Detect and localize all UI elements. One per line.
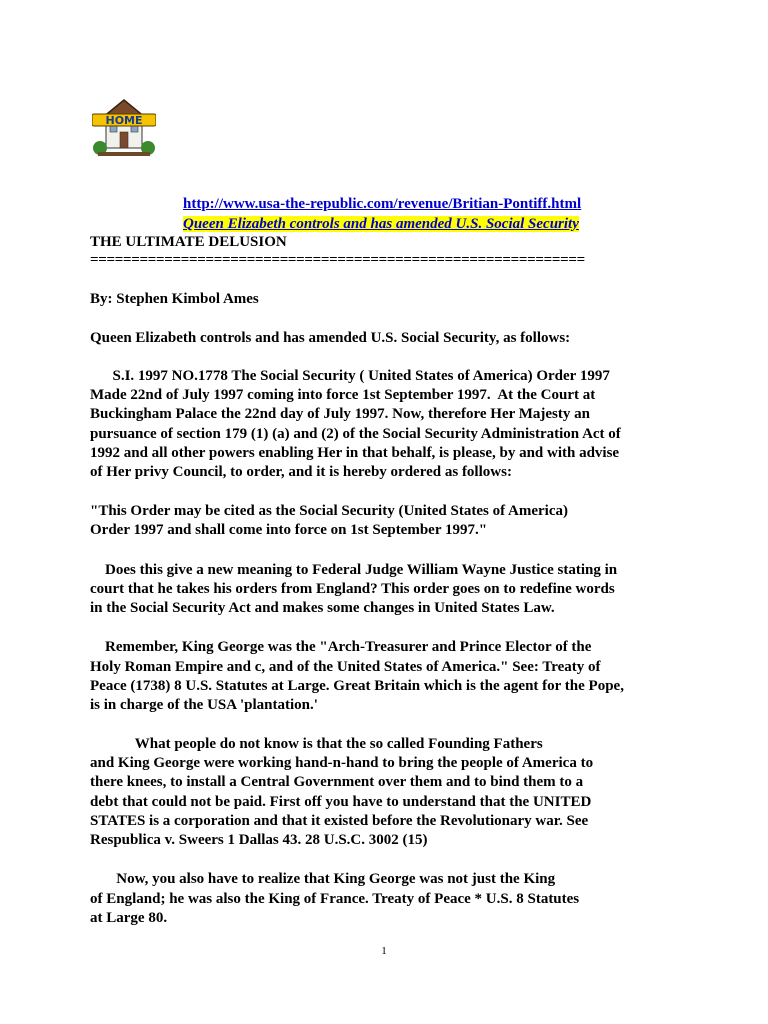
paragraph-line: at Large 80. xyxy=(90,910,168,926)
paragraph-line: "This Order may be cited as the Social Security (United States of America) xyxy=(90,503,568,519)
paragraph-line: Respublica v. Sweers 1 Dallas 43. 28 U.S.C. 3002 (15) xyxy=(90,832,428,848)
home-logo-icon[interactable] xyxy=(92,94,156,158)
byline: By: Stephen Kimbol Ames xyxy=(90,291,259,307)
paragraph-line: in the Social Security Act and makes some changes in United States Law. xyxy=(90,600,555,616)
home-logo-text: HOME xyxy=(105,114,143,127)
title-separator: ============================================================ xyxy=(90,252,585,268)
paragraph-line: 1992 and all other powers enabling Her in that behalf, is please, by and with advise xyxy=(90,445,620,461)
paragraph-line: Made 22nd of July 1997 coming into force 1st September 1997. At the Court at xyxy=(90,387,596,403)
subtitle-link[interactable]: Queen Elizabeth controls and has amended U.S. Social Security xyxy=(183,216,579,232)
paragraph-line: S.I. 1997 NO.1778 The Social Security ( United States of America) Order 1997 xyxy=(90,368,610,384)
paragraph-line: is in charge of the USA 'plantation.' xyxy=(90,697,318,713)
paragraph-line: court that he takes his orders from England? This order goes on to redefine words xyxy=(90,581,615,597)
paragraph-line: Remember, King George was the "Arch-Treasurer and Prince Elector of the xyxy=(90,639,592,655)
paragraph-line: Peace (1738) 8 U.S. Statutes at Large. Great Britain which is the agent for the Pope, xyxy=(90,678,624,694)
paragraph-line: and King George were working hand-n-hand to bring the people of America to xyxy=(90,755,594,771)
paragraph-line: Does this give a new meaning to Federal Judge William Wayne Justice stating in xyxy=(90,562,618,578)
paragraph-line: Now, you also have to realize that King George was not just the King xyxy=(90,871,556,887)
paragraph-line: Holy Roman Empire and c, and of the United States of America." See: Treaty of xyxy=(90,659,601,675)
paragraph-line: What people do not know is that the so called Founding Fathers xyxy=(90,736,543,752)
intro-text: Queen Elizabeth controls and has amended U.S. Social Security, as follows: xyxy=(90,330,571,346)
paragraph-line: Buckingham Palace the 22nd day of July 1997. Now, therefore Her Majesty an xyxy=(90,406,590,422)
source-url-link[interactable]: http://www.usa-the-republic.com/revenue/Britian-Pontiff.html xyxy=(183,196,582,212)
paragraph-line: pursuance of section 179 (1) (a) and (2) of the Social Security Administration Act of xyxy=(90,426,621,442)
document-title: THE ULTIMATE DELUSION xyxy=(90,234,287,250)
paragraph-line: debt that could not be paid. First off you have to understand that the UNITED xyxy=(90,794,592,810)
paragraph-line: Order 1997 and shall come into force on 1st September 1997." xyxy=(90,522,488,538)
page-number: 1 xyxy=(381,945,387,957)
paragraph-line: of England; he was also the King of France. Treaty of Peace * U.S. 8 Statutes xyxy=(90,891,580,907)
paragraph-line: of Her privy Council, to order, and it is hereby ordered as follows: xyxy=(90,464,512,480)
paragraph-line: there knees, to install a Central Government over them and to bind them to a xyxy=(90,774,584,790)
paragraph-line: STATES is a corporation and that it existed before the Revolutionary war. See xyxy=(90,813,589,829)
